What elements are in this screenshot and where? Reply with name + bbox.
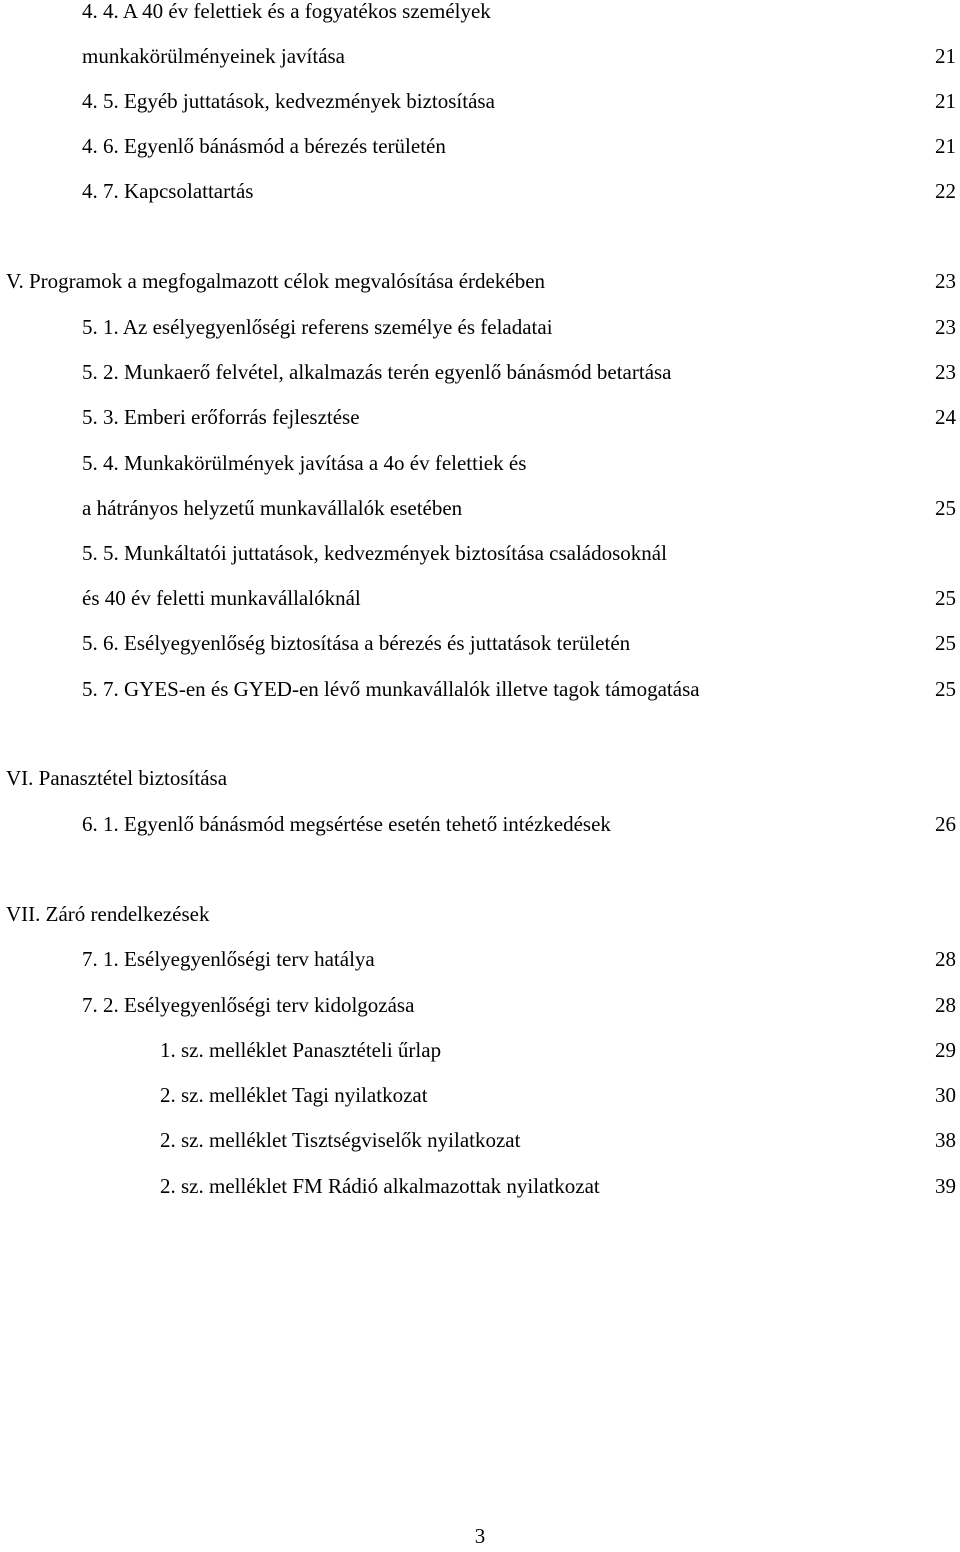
- toc-entry: [0, 41, 960, 71]
- toc-entry-title: 4. 5. Egyéb juttatások, kedvezmények biztosítása: [82, 89, 495, 113]
- toc-entry-page: 21: [935, 44, 956, 68]
- toc-entry-title: 5. 2. Munkaerő felvétel, alkalmazás terén egyenlő bánásmód betartása: [82, 360, 672, 384]
- toc-entry-title: a hátrányos helyzetű munkavállalók esetében: [82, 496, 463, 520]
- toc-entry-title: 5. 3. Emberi erőforrás fejlesztése: [82, 405, 360, 429]
- toc-entry-page: 23: [935, 360, 956, 384]
- toc-entry-page: 26: [935, 812, 956, 836]
- toc-entry: [0, 86, 960, 116]
- toc-entry: [0, 628, 960, 658]
- toc-entry-title: 5. 6. Esélyegyenlőség biztosítása a bérezés és juttatások területén: [82, 631, 631, 655]
- toc-entry-title: 1. sz. melléklet Panasztételi űrlap: [160, 1038, 442, 1062]
- toc-entry-title: 5. 4. Munkakörülmények javítása a 4o év felettiek és: [82, 451, 527, 475]
- toc-entry-title: 7. 1. Esélyegyenlőségi terv hatálya: [82, 947, 375, 971]
- toc-entry-title: és 40 év feletti munkavállalóknál: [82, 586, 361, 610]
- toc-entry-page: 38: [935, 1128, 956, 1152]
- toc-entry-page: 28: [935, 947, 956, 971]
- page-number: 3: [474, 1524, 486, 1548]
- toc-entry: [0, 0, 960, 26]
- toc-entry-appendix: [0, 1035, 960, 1065]
- toc-entry: [0, 944, 960, 974]
- toc-entry: [0, 809, 960, 839]
- toc-entry-page: 25: [935, 586, 956, 610]
- toc-entry-appendix: [0, 1125, 960, 1155]
- toc-entry-page: 25: [935, 496, 956, 520]
- toc-entry-title: VII. Záró rendelkezések: [6, 902, 210, 926]
- toc-entry-title: 7. 2. Esélyegyenlőségi terv kidolgozása: [82, 993, 415, 1017]
- toc-entry: [0, 583, 960, 613]
- toc-entry-title: 4. 7. Kapcsolattartás: [82, 179, 254, 203]
- toc-entry: [0, 176, 960, 206]
- toc-section-heading: [0, 266, 960, 296]
- toc-entry-title: 5. 1. Az esélyegyenlőségi referens személye és feladatai: [82, 315, 553, 339]
- toc-entry: [0, 131, 960, 161]
- toc-entry: [0, 312, 960, 342]
- toc-entry-title: 4. 6. Egyenlő bánásmód a bérezés területén: [82, 134, 446, 158]
- toc-entry-title: 2. sz. melléklet Tisztségviselők nyilatkozat: [160, 1128, 521, 1152]
- toc-entry-appendix: [0, 1080, 960, 1110]
- toc-entry-page: 21: [935, 89, 956, 113]
- toc-entry: [0, 493, 960, 523]
- toc-section-heading: [0, 899, 960, 929]
- toc-entry-title: 2. sz. melléklet Tagi nyilatkozat: [160, 1083, 428, 1107]
- toc-entry: [0, 402, 960, 432]
- toc-entry-page: 30: [935, 1083, 956, 1107]
- toc-entry-page: 23: [935, 315, 956, 339]
- toc-entry-page: 21: [935, 134, 956, 158]
- toc-entry-title: 6. 1. Egyenlő bánásmód megsértése esetén tehető intézkedések: [82, 812, 611, 836]
- toc-entry-title: 4. 4. A 40 év felettiek és a fogyatékos személyek: [82, 0, 491, 23]
- toc-entry-title: V. Programok a megfogalmazott célok megvalósítása érdekében: [6, 269, 546, 293]
- toc-entry-title: VI. Panasztétel biztosítása: [6, 766, 228, 790]
- toc-entry: [0, 448, 960, 478]
- toc-entry: [0, 674, 960, 704]
- toc-entry-page: 29: [935, 1038, 956, 1062]
- toc-entry-page: 22: [935, 179, 956, 203]
- toc-entry-page: 25: [935, 677, 956, 701]
- toc-entry-title: 5. 7. GYES-en és GYED-en lévő munkavállalók illetve tagok támogatása: [82, 677, 700, 701]
- toc-entry-appendix: [0, 1171, 960, 1201]
- toc-entry-page: 25: [935, 631, 956, 655]
- toc-section-heading: [0, 763, 960, 793]
- toc-entry-title: 5. 5. Munkáltatói juttatások, kedvezmények biztosítása családosoknál: [82, 541, 667, 565]
- toc-entry-page: 28: [935, 993, 956, 1017]
- toc-entry: [0, 990, 960, 1020]
- toc-entry: [0, 357, 960, 387]
- toc-entry: [0, 538, 960, 568]
- toc-entry-page: 23: [935, 269, 956, 293]
- toc-entry-title: 2. sz. melléklet FM Rádió alkalmazottak nyilatkozat: [160, 1174, 600, 1198]
- toc-entry-page: 24: [935, 405, 956, 429]
- toc-entry-title: munkakörülményeinek javítása: [82, 44, 346, 68]
- toc-entry-page: 39: [935, 1174, 956, 1198]
